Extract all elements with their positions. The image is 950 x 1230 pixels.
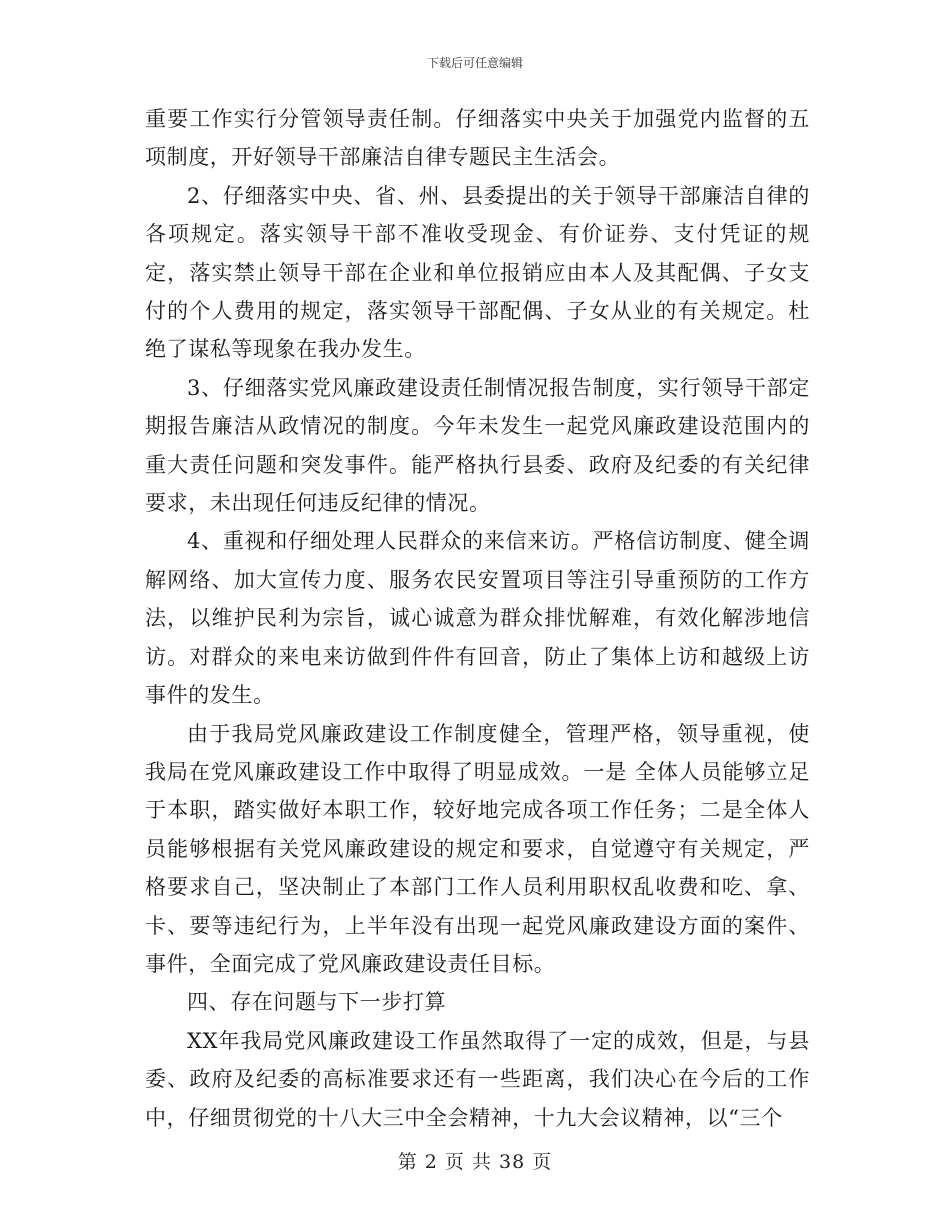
paragraph-item-3: 3、仔细落实党风廉政建设责任制情况报告制度，实行领导干部定期报告廉洁从政情况的制度。今年未发生一起党风廉政建设范围内的重大责任问题和突发事件。能严格执行县委、政府及纪委的有关纪律要求，未出现任何违反纪律的情况。 — [145, 375, 810, 516]
section-heading: 四、存在问题与下一步打算 — [187, 990, 447, 1015]
document-body — [145, 100, 810, 1137]
paragraph-item-2: 2、仔细落实中央、省、州、县委提出的关于领导干部廉洁自律的各项规定。落实领导干部不准收受现金、有价证券、支付凭证的规定，落实禁止领导干部在企业和单位报销应由本人及其配偶、子女支付的个人费用的规定，落实领导干部配偶、子女从业的有关规定。杜绝了谋私等现象在我办发生。 — [145, 183, 810, 362]
paragraph-summary: 由于我局党风廉政建设工作制度健全，管理严格，领导重视，使我局在党风廉政建设工作中取得了明显成效。一是 全体人员能够立足于本职，踏实做好本职工作，较好地完成各项工作任务；二是全体人员能够根据有关党风廉政建设的规定和要求，自觉遵守有关规定，严格要求自己，坚决制止了本部门工作人员利用职权乱收费和吃、拿、卡、要等违纪行为，上半年没有出现一起党风廉政建设方面的案件、事件，全面完成了党风廉政建设责任目标。 — [145, 721, 810, 976]
paragraph-continuation: 重要工作实行分管领导责任制。仔细落实中央关于加强党内监督的五项制度，开好领导干部廉洁自律专题民主生活会。 — [145, 107, 810, 170]
paragraph-plan: XX年我局党风廉政建设工作虽然取得了一定的成效，但是，与县委、政府及纪委的高标准要求还有一些距离，我们决心在今后的工作中，仔细贯彻党的十八大三中全会精神，十九大会议精神，以“三个 — [145, 1028, 810, 1130]
paragraph-item-4: 4、重视和仔细处理人民群众的来信来访。严格信访制度、健全调解网络、加大宣传力度、服务农民安置项目等注引导重预防的工作方法，以维护民利为宗旨，诚心诚意为群众排忧解难，有效化解涉地信访。对群众的来电来访做到件件有回音，防止了集体上访和越级上访事件的发生。 — [145, 529, 810, 708]
page-header: 下载后可任意编辑 — [426, 56, 523, 70]
page-number: 第 2 页 共 38 页 — [397, 1151, 553, 1173]
